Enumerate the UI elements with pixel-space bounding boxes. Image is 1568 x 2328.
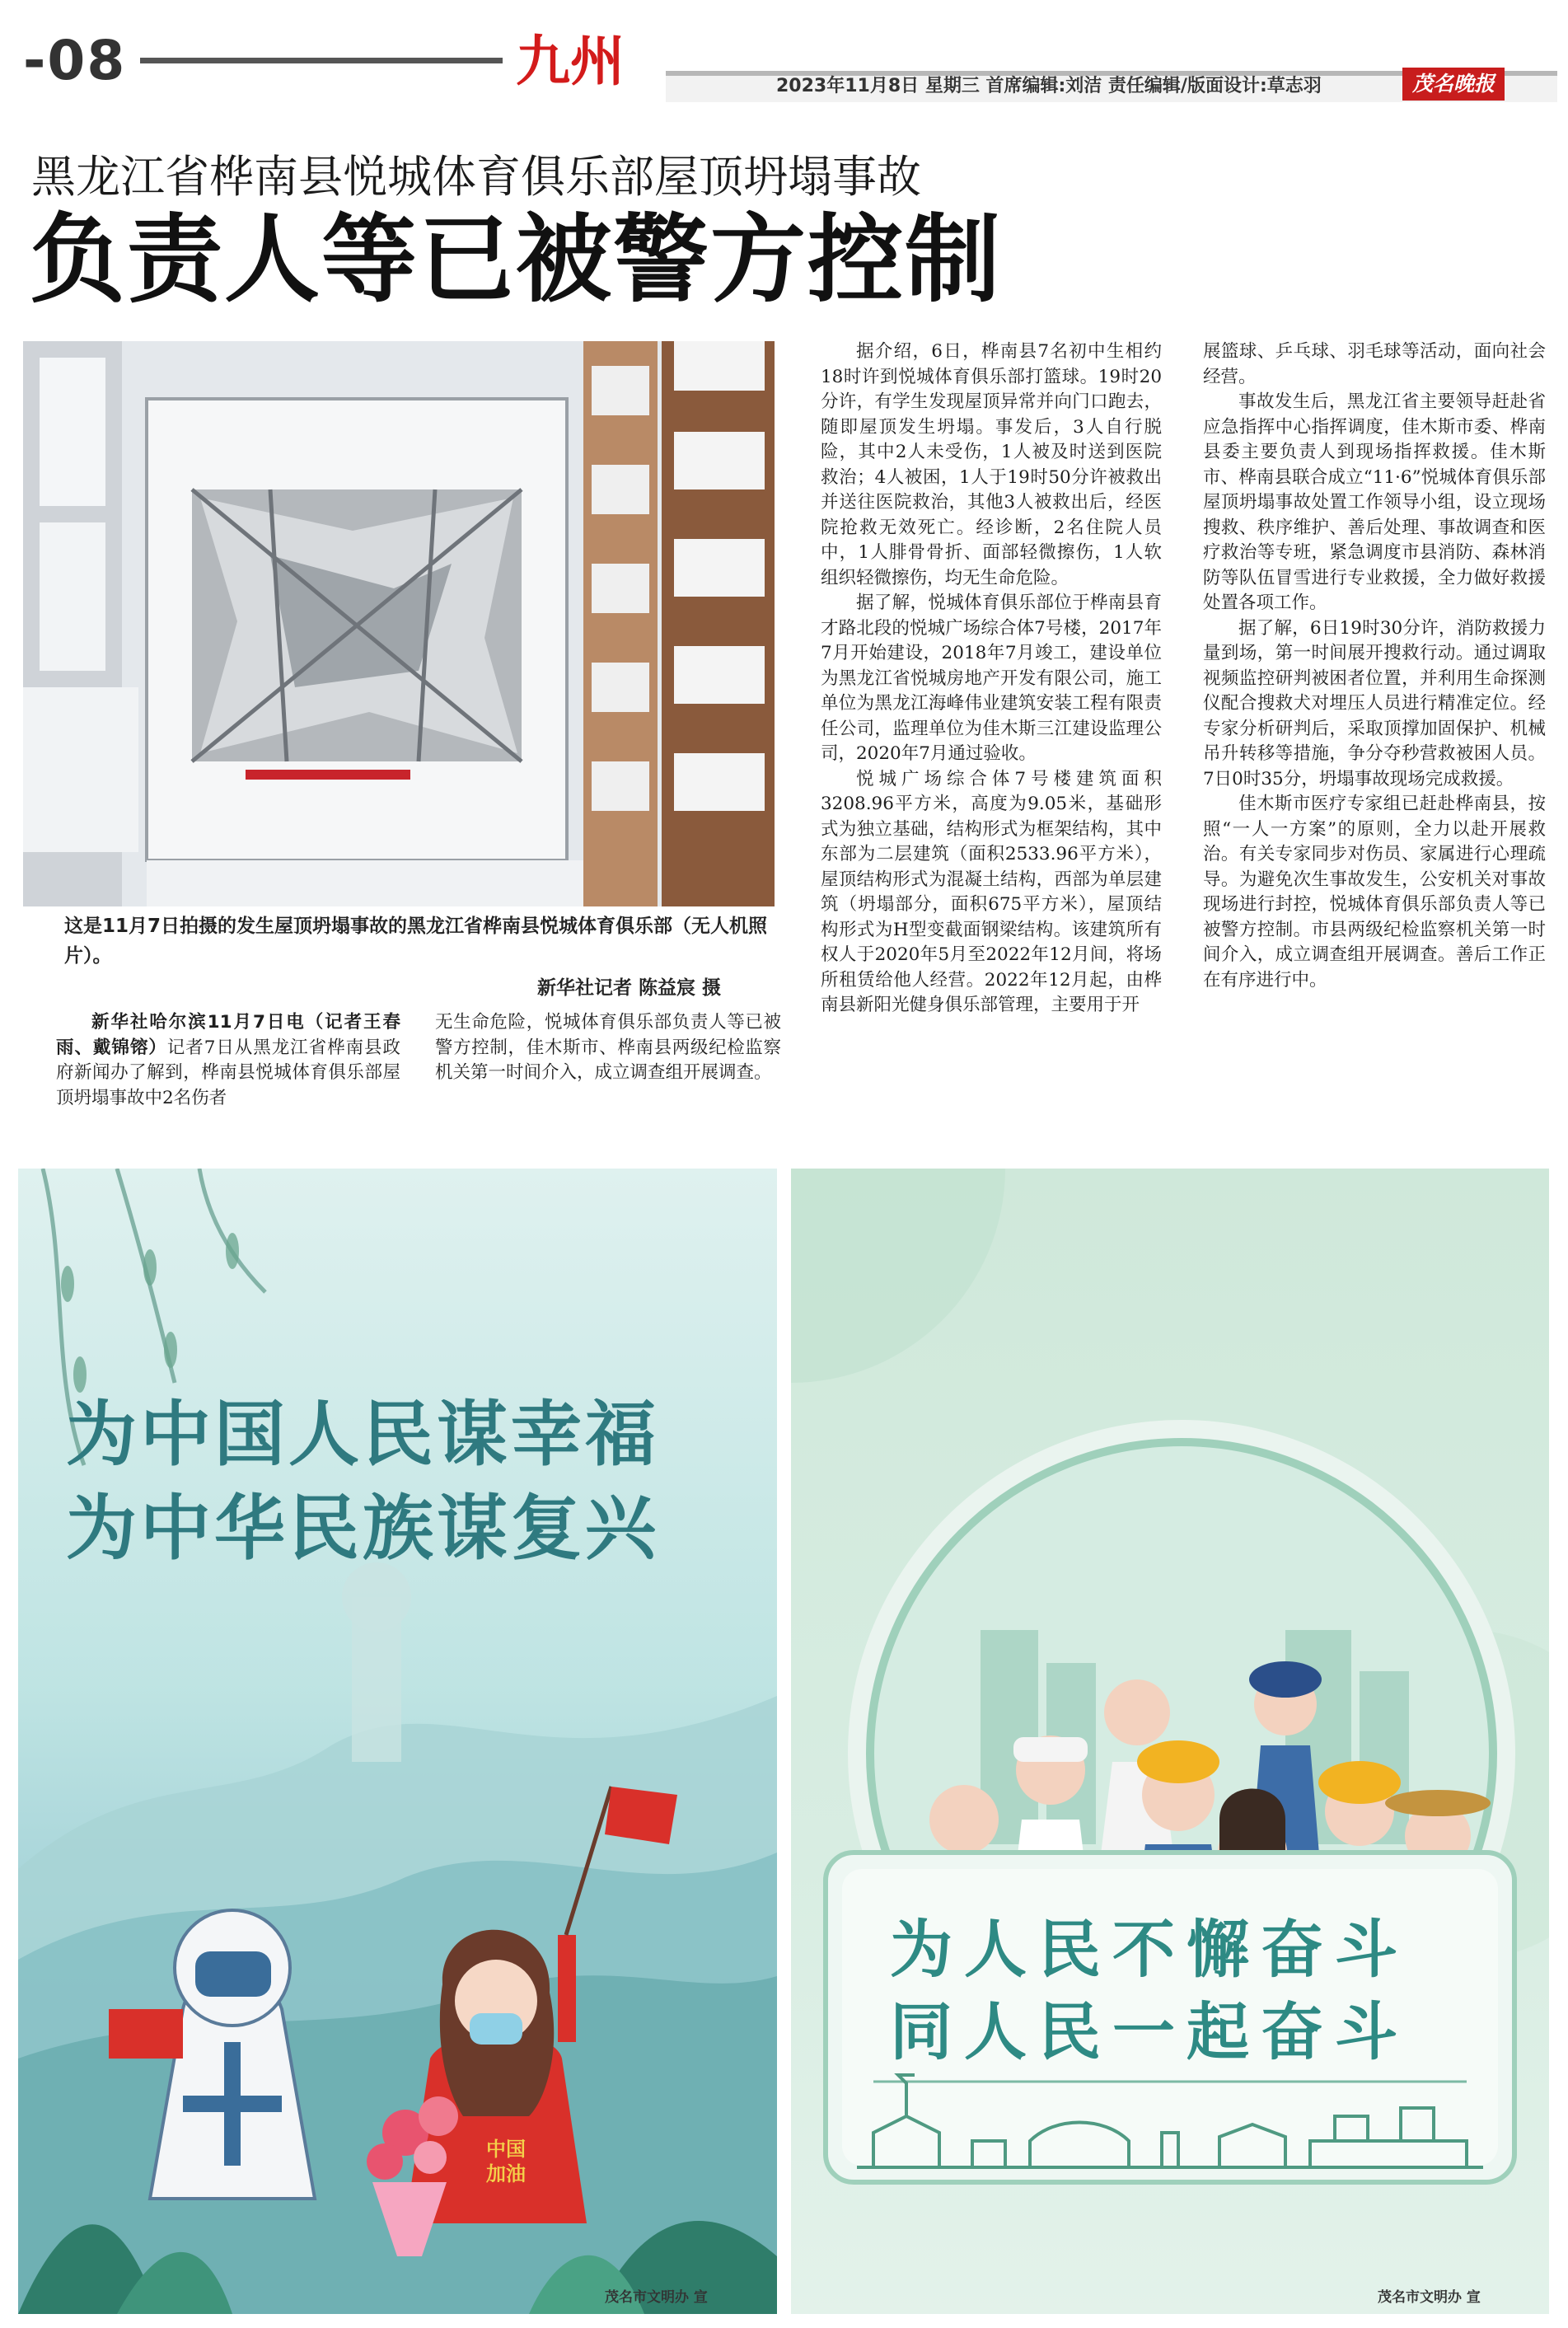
aerial-photo-illustration (23, 341, 775, 906)
article-column-3 (821, 340, 1162, 1019)
photo-credit: 新华社记者 陈益宸 摄 (537, 977, 722, 999)
aerial-photo (23, 341, 775, 906)
paragraph: 事故发生后，黑龙江省主要领导赶赴省应急指挥中心指挥调度，佳木斯市委、桦南县委主要负责人到现场指挥救援。佳木斯市、桦南县联合成立“11·6”悦城体育俱乐部屋顶坍塌事故处置工作领导小组，设立现场搜救、秩序维护、善后处理、事故调查和医疗救治等专班，紧急调度市县消防、森林消防等队伍冒雪进行专业救援，全力做好救援处置各项工作。 (1203, 391, 1546, 613)
poster-right-illustration (791, 1169, 1549, 2314)
paragraph: 佳木斯市医疗专家组已赶赴桦南县，按照“一人一方案”的原则，全力以赴开展救治。有关专家同步对伤员、家属进行心理疏导。为避免次生事故发生，公安机关对事故现场进行封控，悦城体育俱乐部负责人等已被警方控制。市县两级纪检监察机关第一时间介入，成立调查组开展调查。善后工作正在有序进行中。 (1203, 794, 1546, 991)
dateline: 新华社哈尔滨11月7日电（记者王春雨、戴锦镕） (56, 1012, 400, 1058)
page-number: -08 (23, 29, 127, 92)
poster-left-illustration (18, 1169, 777, 2314)
lead-paragraph (56, 1010, 400, 1111)
paragraph: 悦城广场综合体7号楼建筑面积3208.96平方米，高度为9.05米，基础形式为独立基础，结构形式为框架结构，其中东部为二层建筑（面积2533.96平方米），屋顶结构形式为混凝土结构，西部为单层建筑（坍塌部分，面积675平方米），屋顶结构形式为H型变截面钢梁结构。该建筑所有权人于2020年5月至2022年12月间，将场所租赁给他人经营。2022年12月起，由桦南县新阳光健身俱乐部管理，主要用于开 (821, 768, 1162, 1015)
poster-left-footer: 茂名市文明办 宣 (605, 2289, 708, 2306)
article-lead-column (56, 1010, 400, 1111)
poster-left (18, 1169, 777, 2314)
paragraph: 无生命危险，悦城体育俱乐部负责人等已被警方控制，佳木斯市、桦南县两级纪检监察机关第一时间介入，成立调查组开展调查。 (435, 1012, 781, 1083)
article-kicker: 黑龙江省桦南县悦城体育俱乐部屋顶坍塌事故 (31, 151, 921, 203)
header-info: 2023年11月8日 星期三 首席编辑:刘洁 责任编辑/版面设计:草志羽 (776, 76, 1322, 96)
newspaper-logo: 茂名晚报 (1402, 68, 1505, 101)
paragraph: 据了解，悦城体育俱乐部位于桦南县育才路北段的悦城广场综合体7号楼，2017年7月开始建设，2018年7月竣工，建设单位为黑龙江省悦城房地产开发有限公司，施工单位为黑龙江海峰伟业建筑安装工程有限责任公司，监理单位为佳木斯三江建设监理公司，2020年7月通过验收。 (821, 593, 1162, 764)
poster-right (791, 1169, 1549, 2314)
paragraph: 展篮球、乒乓球、羽毛球等活动，面向社会经营。 (1203, 341, 1546, 387)
lead-text: 记者7日从黑龙江省桦南县政府新闻办了解到，桦南县悦城体育俱乐部屋顶坍塌事故中2名伤者 (56, 1037, 400, 1108)
shirt-text: 中国加油 (486, 2138, 526, 2185)
section-title: 九州 (516, 29, 625, 93)
header-rule (140, 58, 503, 63)
article-headline: 负责人等已被警方控制 (30, 204, 1002, 316)
poster-right-slogan-2: 同人民一起奋斗 (890, 1995, 1409, 2068)
paragraph: 据介绍，6日，桦南县7名初中生相约18时许到悦城体育俱乐部打篮球。19时20分许，有学生发现屋顶异常并向门口跑去，随即屋顶发生坍塌。事发后，3人自行脱险，其中2人未受伤，1人被及时送到医院救治；4人被困，1人于19时50分许被救出并送往医院救治，其他3人被救出后，经医院抢救无效死亡。经诊断，2名住院人员中，1人腓骨骨折、面部轻微擦伤，1人软组织轻微擦伤，均无生命危险。 (821, 341, 1162, 588)
poster-left-slogan-1: 为中国人民谋幸福 (66, 1394, 659, 1476)
paragraph: 据了解，6日19时30分许，消防救援力量到场，第一时间展开搜救行动。通过调取视频监控研判被困者位置，并利用生命探测仪配合搜救犬对埋压人员进行精准定位。经专家分析研判后，采取顶撑加固保护、机械吊升转移等措施，争分夺秒营救被困人员。7日0时35分，坍塌事故现场完成救援。 (1203, 617, 1546, 789)
poster-right-slogan-1: 为人民不懈奋斗 (890, 1913, 1409, 1986)
article-column-4 (1203, 340, 1546, 993)
poster-right-footer: 茂名市文明办 宣 (1378, 2289, 1481, 2306)
poster-left-slogan-2: 为中华民族谋复兴 (66, 1487, 659, 1570)
article-column-2 (435, 1010, 781, 1086)
photo-caption: 这是11月7日拍摄的发生屋顶坍塌事故的黑龙江省桦南县悦城体育俱乐部（无人机照片）。 (64, 916, 768, 967)
